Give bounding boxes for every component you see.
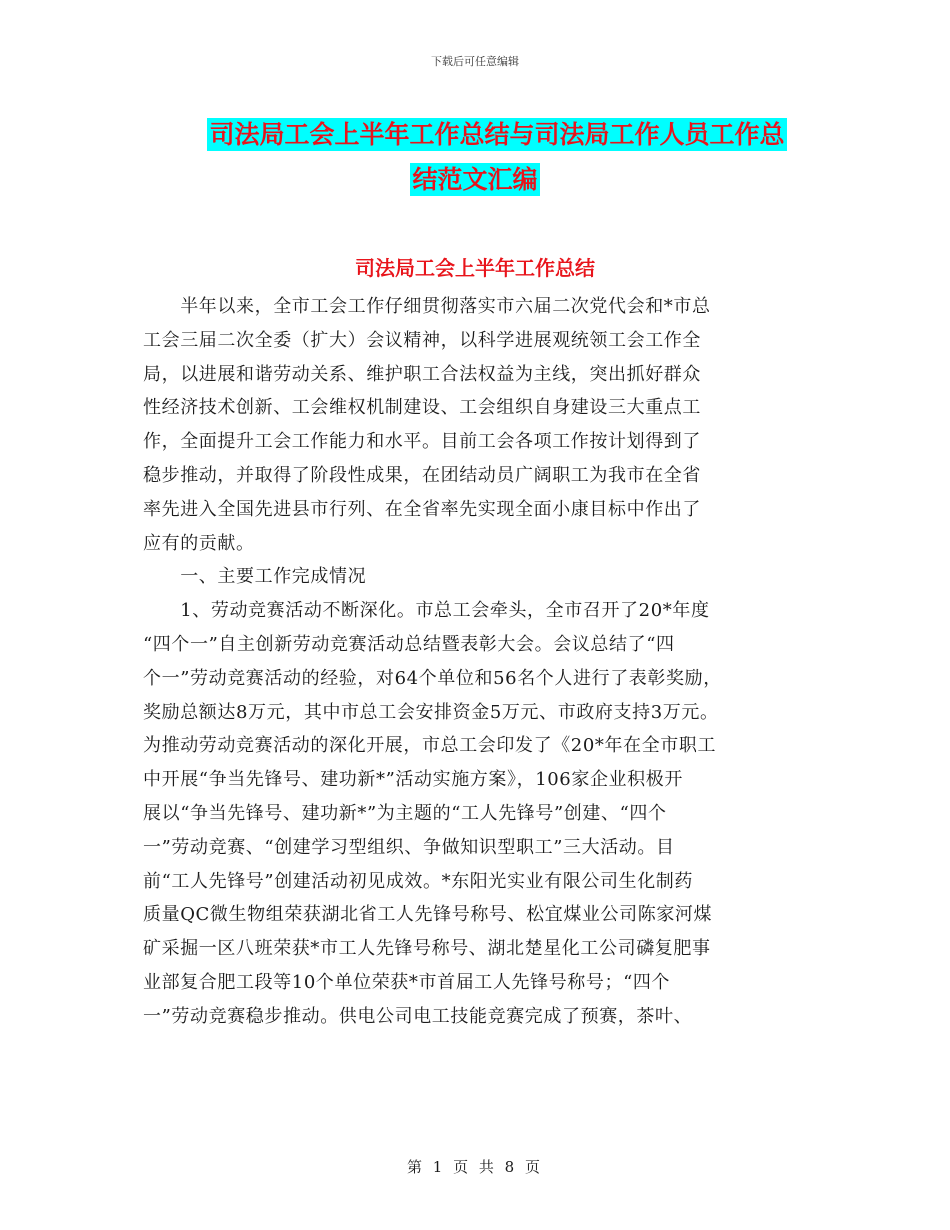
body-line: 为推动劳动竞赛活动的深化开展，市总工会印发了《20*年在全市职工 bbox=[143, 735, 717, 757]
body-line: 半年以来，全市工会工作仔细贯彻落实市六届二次党代会和*市总 bbox=[143, 296, 711, 317]
body-line: 稳步推动，并取得了阶段性成果，在团结动员广阔职工为我市在全省 bbox=[143, 464, 701, 486]
body-line: 前“工人先锋号”创建活动初见成效。*东阳光实业有限公司生化制药 bbox=[143, 870, 694, 892]
body-line: 一、主要工作完成情况 bbox=[143, 566, 367, 588]
section-title: 司法局工会上半年工作总结 bbox=[355, 256, 595, 280]
body-line: 应有的贡献。 bbox=[143, 532, 255, 554]
body-line: “四个一”自主创新劳动竞赛活动总结暨表彰大会。会议总结了“四 bbox=[143, 633, 675, 655]
title-highlight-2: 结范文汇编 bbox=[412, 165, 538, 194]
body-line: 局，以进展和谐劳动关系、维护职工合法权益为主线，突出抓好群众 bbox=[143, 363, 701, 385]
document-title-line-2 bbox=[0, 160, 950, 196]
body-line: 1、劳动竞赛活动不断深化。市总工会牵头，全市召开了20*年度 bbox=[143, 600, 710, 622]
document-title-line-1 bbox=[22, 115, 950, 151]
page-header-note: 下载后可任意编辑 bbox=[431, 55, 519, 68]
body-text bbox=[143, 290, 811, 1034]
body-line: 作，全面提升工会工作能力和水平。目前工会各项工作按计划得到了 bbox=[143, 431, 701, 453]
page-number-footer: 第 1 页 共 8 页 bbox=[407, 1158, 543, 1176]
body-line: 个一”劳动竞赛活动的经验，对64个单位和56名个人进行了表彰奖励， bbox=[143, 667, 722, 689]
body-line: 工会三届二次全委（扩大）会议精神，以科学进展观统领工会工作全 bbox=[143, 329, 701, 351]
body-line: 展以“争当先锋号、建功新*”为主题的“工人先锋号”创建、“四个 bbox=[143, 802, 667, 824]
body-line: 中开展“争当先锋号、建功新*”活动实施方案》，106家企业积极开 bbox=[143, 769, 683, 791]
body-line: 矿采掘一区八班荣获*市工人先锋号称号、湖北楚星化工公司磷复肥事 bbox=[143, 938, 711, 960]
body-line: 率先进入全国先进县市行列、在全省率先实现全面小康目标中作出了 bbox=[143, 498, 701, 520]
body-line: 一”劳动竞赛、“创建学习型组织、争做知识型职工”三大活动。目 bbox=[143, 836, 675, 858]
body-line: 性经济技术创新、工会维权机制建设、工会组织自身建设三大重点工 bbox=[143, 397, 701, 419]
body-line: 一”劳动竞赛稳步推动。供电公司电工技能竞赛完成了预赛，茶叶、 bbox=[143, 1005, 693, 1027]
body-line: 奖励总额达8万元，其中市总工会安排资金5万元、市政府支持3万元。 bbox=[143, 701, 719, 723]
title-highlight-1: 司法局工会上半年工作总结与司法局工作人员工作总 bbox=[209, 120, 785, 149]
body-line: 质量QC微生物组荣获湖北省工人先锋号称号、松宜煤业公司陈家河煤 bbox=[143, 904, 713, 926]
body-line: 业部复合肥工段等10个单位荣获*市首届工人先锋号称号；“四个 bbox=[143, 971, 671, 993]
